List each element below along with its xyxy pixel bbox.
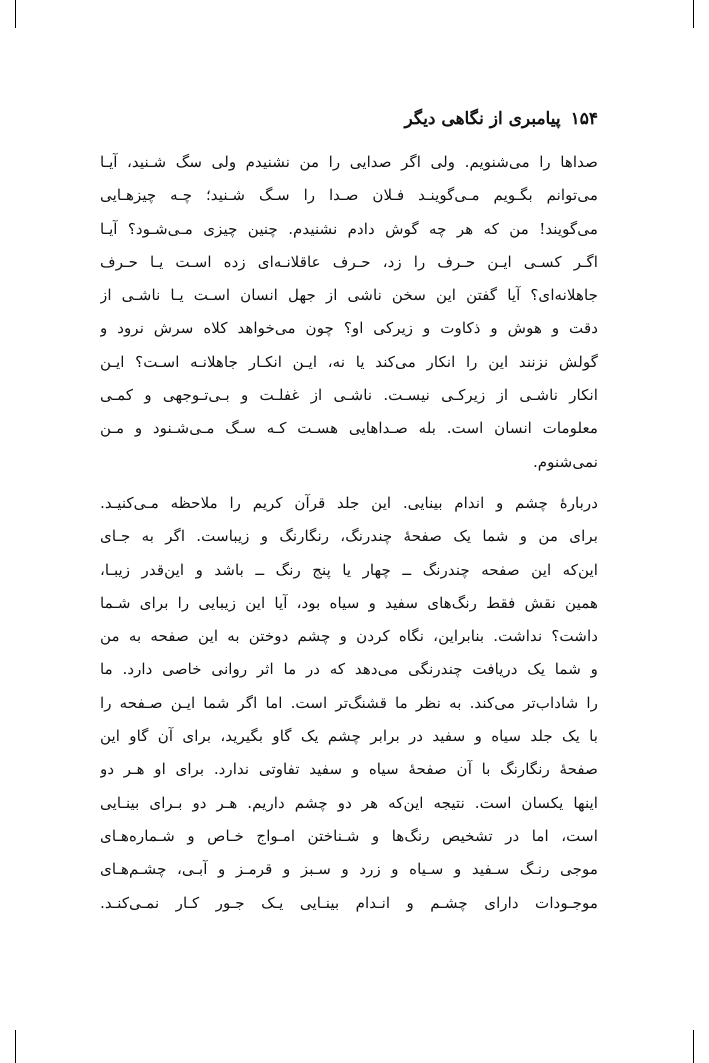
crop-mark-top-right [693,0,694,28]
text-line: صداها را می‌شنویم. ولی اگر صدایی را من نشنیدم ولی سگ شـنید، آیـا [100,153,598,171]
text-line: انکار ناشـی از زیرکـی نیسـت. ناشـی از غفلـت و بـی‌تـوجهی و کمـی [100,386,598,405]
crop-mark-bottom-left [15,1030,16,1063]
text-line: دربارهٔ چشم و اندام بینایی. این جلد قرآن کریم را ملاحظه مـی‌کنیـد. [100,493,598,512]
crop-mark-top-left [15,0,16,28]
text-line: جاهلانه‌ای؟ آیا گفتن این سخن ناشی از جهل انسان اسـت یـا ناشـی از [100,286,598,305]
text-line: و شما یک دریافت چندرنگی می‌دهد که در ما اثر روانی خاصی دارد. ما [100,660,598,679]
running-header [375,104,598,134]
paragraph-2 [100,487,598,920]
text-line: این‌که این صفحه چندرنگ ــ چهار یا پنج رنگ ــ باشد و این‌قدر زیبـا، [100,560,598,579]
text-line: برای من و شما یک صفحهٔ چندرنگ، رنگارنگ و زیباست. اگر به جـای [100,527,598,546]
text-line: اینها یکسان است. نتیجه این‌که هر دو چشم داریم. هـر دو بـرای بینـایی [100,793,598,812]
text-line: صفحهٔ رنگارنگ با آن صفحهٔ سیاه و سفید تفاوتی ندارد. برای او هـر دو [100,760,598,779]
text-line: معلومات انسان است. بله صـداهایی هسـت کـه سـگ مـی‌شـنود و مـن [100,419,598,438]
running-title: پیامبری از نگاهی دیگر [404,109,561,129]
text-line: را شاداب‌تر می‌کند. به نظر ما قشنگ‌تر است. اما اگر شما ایـن صـفحه را [100,693,598,712]
text-line: می‌توانم بگـویم مـی‌گوینـد فـلان صـدا را سـگ شـنید؛ چـه چیزهـایی [100,186,598,205]
text-line: موجـودات دارای چشـم و انـدام بینـایی یـک جـور کـار نمـی‌کنـد. [100,893,598,912]
text-line: است، اما در تشخیص رنگ‌ها و شـناختن امـواج خـاص و شـماره‌هـای [100,826,598,845]
text-line: دقت و هوش و ذکاوت و زیرکی او؟ چون می‌خواهد کلاه سرش نرود و [100,319,598,338]
page-number: ۱۵۴ [570,109,598,129]
text-line: اگـر کسـی ایـن حـرف را زد، حـرف عاقلانـه‌ای زده اسـت یـا حـرف [100,252,598,271]
body-text [100,146,598,920]
crop-mark-bottom-right [693,1030,694,1063]
text-line: داشت؟ نداشت. بنابراین، نگاه کردن و چشم دوختن به این صفحه به من [100,627,598,646]
text-line: با یک جلد سیاه و سفید در برابر چشم یک گاو بگیرید، برای آن گاو این [100,727,598,746]
text-line: موجی رنـگ سـفید و سـیاه و زرد و سـبز و قرمـز و آبـی، چشـم‌هـای [100,860,598,879]
text-line: می‌گویند! من که هر چه گوش دادم نشنیدم. چنین چیزی مـی‌شـود؟ آیـا [100,219,598,238]
text-line: نمی‌شنوم. [532,452,598,471]
paragraph-1 [100,146,598,479]
text-line: همین نقش فقط رنگ‌های سفید و سیاه بود، آیا این زیبایی را برای شـما [100,593,598,612]
text-line: گولش نزنند این را انکار می‌کند یا نه، ایـن انکـار جاهلانـه اسـت؟ ایـن [100,352,598,371]
